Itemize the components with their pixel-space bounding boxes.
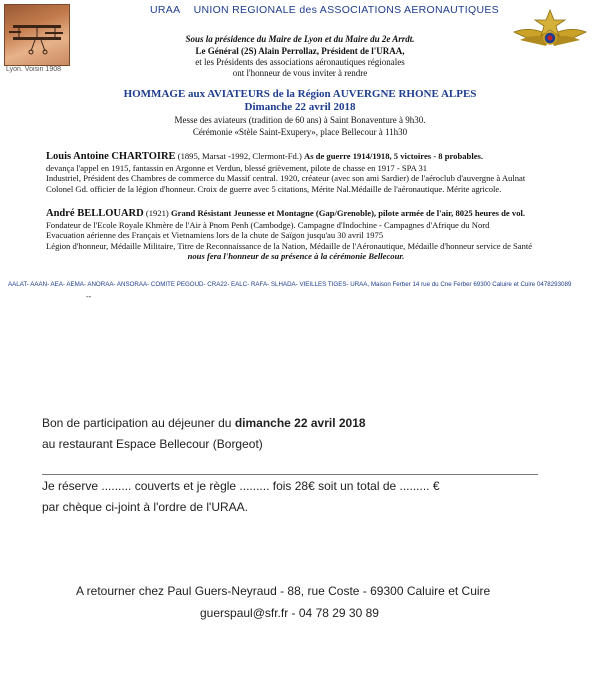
associations-list: AALAT- AAAN- AEA- AEMA- ANORAA- ANSORAA- COMITE PEGOUD- CRA22- EALC- RAFA- SLHADA- VIEILLES TIGES- URAA, Maison Ferber 14 rue du Cne Ferber 69300 Caluire et Cuire 0478293089 <box>8 281 572 288</box>
form-line-2: au restaurant Espace Bellecour (Borgeot) <box>42 437 263 451</box>
honoree-1-dates: (1895, Marsat -1992, Clermont-Fd.) <box>175 151 304 161</box>
form-line-1 <box>42 416 366 430</box>
photo-caption: Lyon. Voisin 1908 <box>6 66 62 73</box>
honoree-2 <box>46 208 586 262</box>
honoree-2-name: André BELLOUARD <box>46 208 144 219</box>
honoree-2-heading <box>46 208 586 220</box>
form-line-1-date: dimanche 22 avril 2018 <box>234 416 366 430</box>
event-mass: Messe des aviateurs (tradition de 60 ans) à Saint Bonaventure à 9h30. <box>174 115 426 125</box>
form-line-1-prefix: Bon de participation au déjeuner du <box>42 416 235 430</box>
org-header <box>150 4 509 16</box>
honoree-2-line-2: Fondateur de l'Ecole Royale Khmère de l'Air à Pnom Penh (Cambodge). Campagne d'Indochine - Campagnes d'Afrique du Nord <box>46 219 490 230</box>
honoree-1-heading <box>46 151 586 163</box>
separator-mark: -- <box>86 292 92 301</box>
honoree-1-line-4: Colonel Gd. officier de la légion d'honneur. Croix de guerre avec 5 citations, Mérite Nal.Médaille de l'aéronautique. Mérite agricole. <box>46 183 502 194</box>
honoree-2-dates: (1921) <box>143 208 171 218</box>
honoree-2-distinction: Grand Résistant Jeunesse et Montagne (Gap/Grenoble), pilote armée de l'air, 8025 heures de vol. <box>170 208 526 218</box>
honoree-1-name: Louis Antoine CHARTOIRE <box>46 151 176 162</box>
honoree-2-line-3: Evacuation aérienne des Français et Vietnamiens lors de la chute de Saïgon jusqu'au 30 avril 1975 <box>46 230 384 241</box>
honoree-2-line-4: Légion d'honneur, Médaille Militaire, Titre de Reconnaissance de la Nation, Médaille de l'Aéronautique, Médaille d'honneur service de Santé <box>46 240 533 251</box>
honoree-1 <box>46 151 586 194</box>
form-contact: guerspaul@sfr.fr - 04 78 29 30 89 <box>200 606 379 620</box>
org-full: UNION REGIONALE des ASSOCIATIONS AERONAUTIQUES <box>193 4 499 16</box>
invite-line-2: Le Général (2S) Alain Perrollaz, Président de l'URAA, <box>195 46 405 56</box>
invite-line-4: ont l'honneur de vous inviter à rendre <box>232 68 368 78</box>
invite-line-3: et les Présidents des associations aéronautiques régionales <box>195 57 405 67</box>
org-short: URAA <box>150 4 181 16</box>
event-title: HOMMAGE aux AVIATEURS de la Région AUVERGNE RHONE ALPES <box>123 88 477 100</box>
form-payment-line: par chèque ci-joint à l'ordre de l'URAA. <box>42 500 249 514</box>
event-date: Dimanche 22 avril 2018 <box>244 101 356 113</box>
invite-line-1: Sous la présidence du Maire de Lyon et du Maire du 2e Arrdt. <box>185 34 415 44</box>
honoree-1-line-2: devança l'appel en 1915, fantassin en Argonne et Verdun, blessé grièvement, pilote de chasse en 1917 - SPA 31 <box>46 162 428 173</box>
honoree-1-distinction: As de guerre 1914/1918, 5 victoires - 8 probables. <box>303 151 484 161</box>
form-reservation-line[interactable]: Je réserve ......... couverts et je règle ......... fois 28€ soit un total de ......... € <box>42 479 440 493</box>
form-divider <box>42 474 538 475</box>
event-ceremony: Cérémonie «Stèle Saint-Exupery», place Bellecour à 11h30 <box>192 127 408 137</box>
honoree-2-closing: nous fera l'honneur de sa présence à la cérémonie Bellecour. <box>187 251 405 262</box>
form-return-address: A retourner chez Paul Guers-Neyraud - 88, rue Coste - 69300 Caluire et Cuire <box>76 584 491 598</box>
honoree-1-line-3: Industriel, Président des Chambres de commerce du Massif central. 1920, créateur (avec son ami Sardier) de l'aéroclub d'auvergne à Aulnat <box>46 173 526 184</box>
